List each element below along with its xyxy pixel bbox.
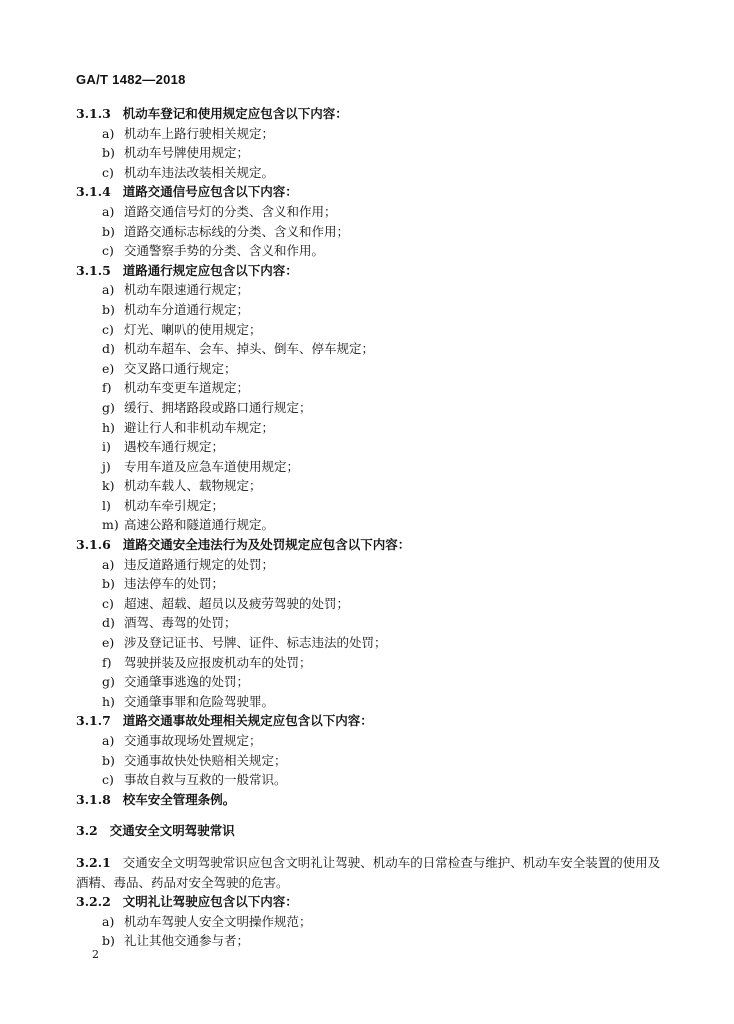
list-item-text: 交通事故快处快赔相关规定； xyxy=(124,752,287,768)
clause-heading xyxy=(76,711,666,731)
list-item xyxy=(76,457,666,477)
clause-title: 道路通行规定应包含以下内容： xyxy=(122,262,298,278)
list-item-text: 事故自救与互救的一般常识。 xyxy=(124,772,287,788)
list-item xyxy=(76,437,666,457)
clause-number: 3.2.1 xyxy=(76,854,111,870)
list-item-text: 道路交通标志标线的分类、含义和作用； xyxy=(124,223,350,239)
list-item xyxy=(76,378,666,398)
list-item-text: 交通事故现场处置规定； xyxy=(124,733,262,748)
list-item xyxy=(76,143,666,163)
list-item-text: 机动车驾驶人安全文明操作规范； xyxy=(124,913,312,929)
list-item-text: 驾驶拼装及应报废机动车的处罚； xyxy=(124,654,312,670)
list-item-text: 机动车牵引规定； xyxy=(124,497,225,513)
list-marker: a) xyxy=(102,203,115,219)
list-marker: b) xyxy=(102,145,115,161)
list-marker: b) xyxy=(102,301,115,317)
clause-number: 3.1.7 xyxy=(76,713,111,729)
clause-heading xyxy=(76,261,666,281)
list-marker: f) xyxy=(102,654,112,670)
list-marker: b) xyxy=(102,576,115,592)
document-body xyxy=(76,104,666,951)
section-gap xyxy=(76,841,666,853)
list-item xyxy=(76,124,666,144)
list-marker: c) xyxy=(102,164,114,180)
list-marker: a) xyxy=(102,733,115,748)
list-item-text: 机动车超车、会车、掉头、倒车、停车规定； xyxy=(124,341,375,357)
list-item-text: 遇校车通行规定； xyxy=(124,439,225,455)
clause-heading xyxy=(76,892,666,912)
list-marker: c) xyxy=(102,595,114,611)
list-item xyxy=(76,418,666,438)
list-item xyxy=(76,339,666,359)
list-item-text: 礼让其他交通参与者； xyxy=(124,933,250,949)
clause-number: 3.1.8 xyxy=(76,791,111,807)
list-marker: g) xyxy=(102,399,115,415)
clause-number: 3.1.3 xyxy=(76,106,111,121)
list-marker: b) xyxy=(102,933,115,949)
clause-title: 校车安全管理条例。 xyxy=(122,791,236,807)
clause-paragraph xyxy=(76,853,666,892)
clause-number: 3.1.5 xyxy=(76,262,111,278)
clause-number: 3.2 xyxy=(76,823,98,839)
list-item xyxy=(76,770,666,790)
list-marker: b) xyxy=(102,223,115,239)
list-marker: e) xyxy=(102,635,115,651)
list-item-text: 违反道路通行规定的处罚； xyxy=(124,556,275,572)
clause-number: 3.1.4 xyxy=(76,184,111,200)
list-item xyxy=(76,692,666,712)
list-marker: b) xyxy=(102,752,115,768)
list-item-text: 缓行、拥堵路段或路口通行规定； xyxy=(124,399,312,415)
list-item-text: 机动车分道通行规定； xyxy=(124,301,250,317)
list-item-text: 交叉路口通行规定； xyxy=(124,360,237,376)
list-item xyxy=(76,202,666,222)
list-item-text: 机动车号牌使用规定； xyxy=(124,145,250,161)
list-item-text: 超速、超载、超员以及疲劳驾驶的处罚； xyxy=(124,595,350,611)
list-item-text: 交通肇事罪和危险驾驶罪。 xyxy=(124,693,275,709)
list-marker: a) xyxy=(102,556,115,572)
clause-heading xyxy=(76,182,666,202)
clause-title: 道路交通信号应包含以下内容： xyxy=(122,184,298,200)
clause-title: 机动车登记和使用规定应包含以下内容： xyxy=(122,106,348,121)
list-item-text: 机动车上路行驶相关规定； xyxy=(124,125,275,141)
list-marker: j) xyxy=(102,458,111,474)
list-marker: c) xyxy=(102,321,114,337)
list-item xyxy=(76,912,666,932)
list-marker: a) xyxy=(102,913,115,929)
list-item-text: 灯光、喇叭的使用规定； xyxy=(124,321,262,337)
paragraph-text: 交通安全文明驾驶常识应包含文明礼让驾驶、机动车的日常检查与维护、机动车安全装置的使用及酒精、毒品、药品对安全驾驶的危害。 xyxy=(76,854,661,890)
clause-title: 文明礼让驾驶应包含以下内容： xyxy=(122,894,298,910)
clause-heading xyxy=(76,104,666,124)
list-marker: c) xyxy=(102,243,114,259)
clause-number: 3.2.2 xyxy=(76,894,111,910)
list-marker: m) xyxy=(102,517,119,533)
list-item-text: 避让行人和非机动车规定； xyxy=(124,419,275,435)
list-item-text: 道路交通信号灯的分类、含义和作用； xyxy=(124,203,337,219)
list-item-text: 机动车变更车道规定； xyxy=(124,380,250,396)
list-item-text: 交通肇事逃逸的处罚； xyxy=(124,674,250,690)
list-item xyxy=(76,613,666,633)
clause-title: 交通安全文明驾驶常识 xyxy=(109,823,235,839)
list-marker: d) xyxy=(102,341,115,357)
document-header: GA/T 1482—2018 xyxy=(76,72,186,87)
list-item xyxy=(76,280,666,300)
list-item xyxy=(76,241,666,261)
list-item xyxy=(76,476,666,496)
list-marker: h) xyxy=(102,419,115,435)
list-item xyxy=(76,594,666,614)
list-item xyxy=(76,672,666,692)
list-item xyxy=(76,574,666,594)
page-number: 2 xyxy=(92,948,99,961)
list-item xyxy=(76,300,666,320)
list-marker: g) xyxy=(102,674,115,690)
list-item xyxy=(76,515,666,535)
list-marker: a) xyxy=(102,125,115,141)
list-marker: l) xyxy=(102,497,111,513)
list-item-text: 违法停车的处罚； xyxy=(124,576,225,592)
clause-number: 3.1.6 xyxy=(76,537,111,553)
list-item-text: 涉及登记证书、号牌、证件、标志违法的处罚； xyxy=(124,635,387,651)
list-item-text: 酒驾、毒驾的处罚； xyxy=(124,615,237,631)
list-item xyxy=(76,320,666,340)
section-gap xyxy=(76,809,666,821)
list-item-text: 专用车道及应急车道使用规定； xyxy=(124,458,300,474)
list-item xyxy=(76,931,666,951)
list-item xyxy=(76,653,666,673)
list-item xyxy=(76,163,666,183)
list-marker: i) xyxy=(102,439,111,455)
list-marker: c) xyxy=(102,772,114,788)
list-marker: h) xyxy=(102,693,115,709)
list-item-text: 机动车限速通行规定； xyxy=(124,282,250,298)
list-item-text: 机动车载人、载物规定； xyxy=(124,478,262,494)
list-item xyxy=(76,751,666,771)
clause-heading xyxy=(76,821,666,841)
clause-title: 道路交通安全违法行为及处罚规定应包含以下内容： xyxy=(122,537,411,553)
clause-title: 道路交通事故处理相关规定应包含以下内容： xyxy=(122,713,373,729)
list-item-text: 高速公路和隧道通行规定。 xyxy=(124,517,275,533)
list-marker: e) xyxy=(102,360,115,376)
list-item xyxy=(76,731,666,751)
clause-heading xyxy=(76,790,666,810)
list-item xyxy=(76,359,666,379)
clause-heading xyxy=(76,535,666,555)
list-marker: a) xyxy=(102,282,115,298)
list-item-text: 交通警察手势的分类、含义和作用。 xyxy=(124,243,325,259)
list-item xyxy=(76,496,666,516)
list-item-text: 机动车违法改装相关规定。 xyxy=(124,164,275,180)
list-marker: f) xyxy=(102,380,112,396)
list-marker: k) xyxy=(102,478,115,494)
list-item xyxy=(76,633,666,653)
list-item xyxy=(76,555,666,575)
list-marker: d) xyxy=(102,615,115,631)
list-item xyxy=(76,222,666,242)
list-item xyxy=(76,398,666,418)
